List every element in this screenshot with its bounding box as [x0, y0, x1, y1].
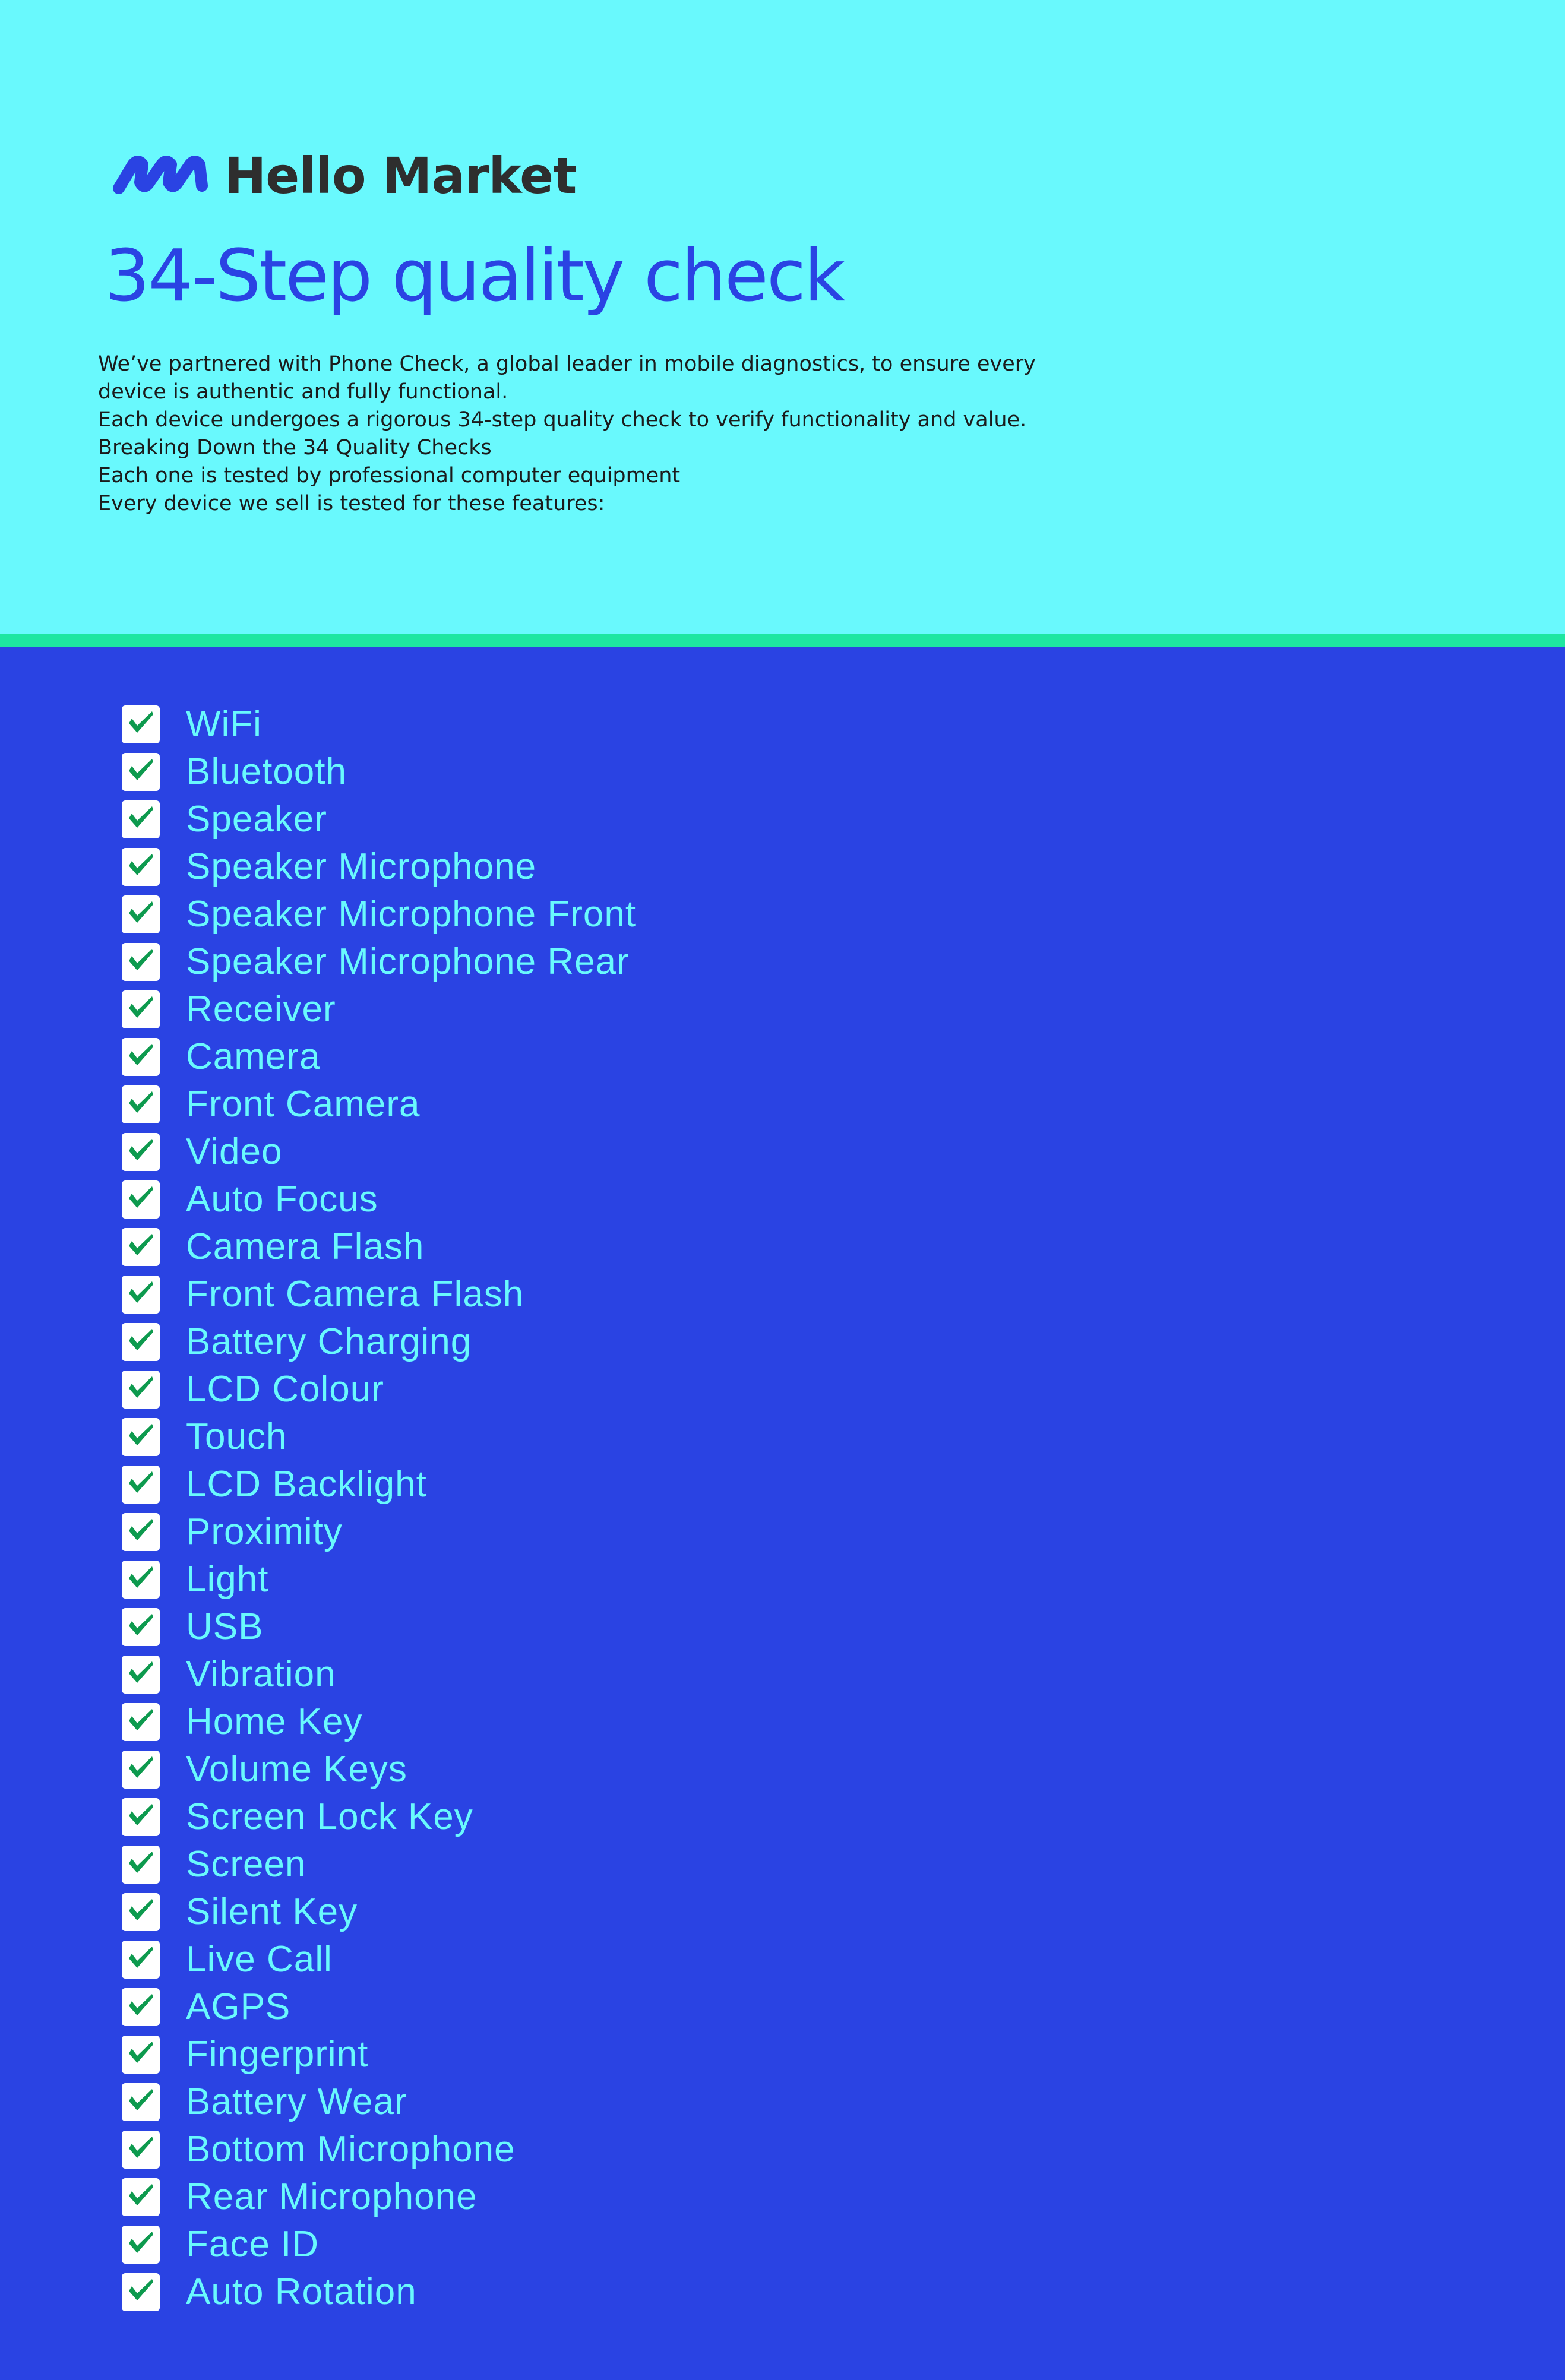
checklist-item-label: Battery Charging	[186, 1321, 472, 1362]
checkbox	[122, 1608, 160, 1646]
checklist-item	[122, 796, 636, 843]
checklist-item-label: Volume Keys	[186, 1749, 407, 1790]
checkmark-icon	[125, 1469, 156, 1500]
checklist-item	[122, 1888, 636, 1936]
checklist-item-label: Speaker Microphone	[186, 846, 537, 887]
checkbox	[122, 990, 160, 1028]
checkbox	[122, 1038, 160, 1076]
intro-line: Each one is tested by professional computer equipment	[98, 464, 681, 488]
checklist-item-label: Speaker Microphone Front	[186, 894, 637, 935]
checkmark-icon	[125, 1279, 156, 1310]
brand-name: Hello Market	[225, 147, 577, 205]
checkmark-icon	[125, 852, 156, 882]
checklist-item-label: Home Key	[186, 1701, 363, 1742]
checkmark-icon	[125, 2134, 156, 2165]
checklist-item	[122, 2031, 636, 2078]
checkmark-icon	[125, 2229, 156, 2260]
checkbox	[122, 1418, 160, 1456]
checkbox	[122, 1988, 160, 2026]
checkbox	[122, 2178, 160, 2216]
intro-line: Each device undergoes a rigorous 34-step quality check to verify functionality and value.	[98, 408, 1027, 432]
checkbox	[122, 1846, 160, 1884]
checklist-item	[122, 1556, 636, 1603]
checklist-item-label: Fingerprint	[186, 2034, 369, 2075]
checkmark-icon	[125, 1184, 156, 1215]
checkmark-icon	[125, 1564, 156, 1595]
checkmark-icon	[125, 2039, 156, 2070]
checklist-item	[122, 2221, 636, 2268]
checklist-item-label: Screen	[186, 1844, 306, 1885]
checkmark-icon	[125, 1754, 156, 1785]
checkbox	[122, 705, 160, 743]
checklist-item-label: Silent Key	[186, 1891, 358, 1932]
checklist-item	[122, 1366, 636, 1413]
checkmark-icon	[125, 1374, 156, 1405]
checklist-item	[122, 2268, 636, 2316]
checkmark-icon	[125, 804, 156, 835]
checklist-item-label: Front Camera	[186, 1084, 421, 1125]
checklist-item	[122, 2173, 636, 2221]
checklist-item-label: Camera	[186, 1036, 321, 1077]
intro-line: Breaking Down the 34 Quality Checks	[98, 436, 492, 460]
checkmark-icon	[125, 994, 156, 1025]
checklist-item-label: Screen Lock Key	[186, 1796, 473, 1837]
checkbox	[122, 753, 160, 791]
checkbox	[122, 1513, 160, 1551]
checklist-item-label: Auto Rotation	[186, 2271, 417, 2312]
checkbox	[122, 1276, 160, 1314]
checkmark-icon	[125, 1897, 156, 1928]
checklist-item	[122, 843, 636, 891]
feature-checklist	[122, 701, 636, 2316]
checkbox	[122, 1085, 160, 1123]
checklist-item-label: Video	[186, 1131, 283, 1172]
checkbox	[122, 2036, 160, 2074]
checkmark-icon	[125, 1802, 156, 1833]
checkmark-icon	[125, 1659, 156, 1690]
checklist-item-label: Rear Microphone	[186, 2176, 478, 2217]
checkmark-icon	[125, 899, 156, 930]
checkbox	[122, 800, 160, 838]
checkbox	[122, 1656, 160, 1694]
intro-line: Every device we sell is tested for these features:	[98, 492, 605, 515]
checklist-item	[122, 891, 636, 938]
checklist-item	[122, 1603, 636, 1651]
checklist-item	[122, 1508, 636, 1556]
checklist-item-label: LCD Backlight	[186, 1464, 427, 1505]
checklist-item-label: AGPS	[186, 1986, 291, 2027]
checkbox	[122, 1751, 160, 1789]
checklist-item	[122, 1461, 636, 1508]
checkmark-icon	[125, 1849, 156, 1880]
checklist-item	[122, 1746, 636, 1793]
checklist-item	[122, 1081, 636, 1128]
checklist-item-label: Touch	[186, 1416, 287, 1457]
checklist-item	[122, 1413, 636, 1461]
checklist-item	[122, 1033, 636, 1081]
checkmark-icon	[125, 947, 156, 977]
checklist-item	[122, 1128, 636, 1176]
page-title: 34-Step quality check	[105, 235, 844, 318]
checklist-item	[122, 986, 636, 1033]
checkbox	[122, 2273, 160, 2311]
checklist-item	[122, 1793, 636, 1841]
checklist-item-label: Proximity	[186, 1511, 343, 1552]
checklist-item	[122, 1698, 636, 1746]
brand-logo[interactable]	[112, 140, 576, 211]
intro-text	[98, 350, 1072, 518]
checkmark-icon	[125, 1707, 156, 1737]
checkmark-icon	[125, 2087, 156, 2118]
checkbox	[122, 2226, 160, 2264]
checkmark-icon	[125, 757, 156, 787]
checklist-item	[122, 2078, 636, 2126]
checkbox	[122, 1893, 160, 1931]
checklist-item-label: Bluetooth	[186, 751, 347, 792]
checklist-item-label: Light	[186, 1559, 269, 1600]
checklist-item-label: Camera Flash	[186, 1226, 425, 1267]
checkbox	[122, 1133, 160, 1171]
checklist-item	[122, 1936, 636, 1983]
checklist-item-label: Face ID	[186, 2224, 320, 2265]
checkbox	[122, 1561, 160, 1599]
checkmark-icon	[125, 1422, 156, 1452]
checkmark-icon	[125, 1327, 156, 1357]
checkmark-icon	[125, 1944, 156, 1975]
checklist-item	[122, 748, 636, 796]
checkmark-icon	[125, 1517, 156, 1547]
checkbox	[122, 1371, 160, 1409]
checklist-item	[122, 1651, 636, 1698]
checklist-item	[122, 2126, 636, 2173]
checklist-item-label: Speaker	[186, 799, 327, 840]
checkbox	[122, 2083, 160, 2121]
checkmark-icon	[125, 2182, 156, 2213]
checkbox	[122, 2131, 160, 2169]
checklist-item-label: Front Camera Flash	[186, 1274, 524, 1315]
checkbox	[122, 1466, 160, 1504]
checklist-item	[122, 1223, 636, 1271]
checklist-item-label: Battery Wear	[186, 2081, 407, 2122]
checklist-item-label: WiFi	[186, 704, 262, 745]
checkbox	[122, 1323, 160, 1361]
checklist-item	[122, 1176, 636, 1223]
checkbox	[122, 1180, 160, 1219]
checklist-item-label: LCD Colour	[186, 1369, 384, 1410]
checkbox	[122, 943, 160, 981]
checklist-item-label: Speaker Microphone Rear	[186, 941, 630, 982]
checkmark-icon	[125, 1042, 156, 1072]
checklist-item	[122, 1983, 636, 2031]
checkmark-icon	[125, 1089, 156, 1120]
checklist-item-label: Vibration	[186, 1654, 336, 1695]
checklist-item-label: Receiver	[186, 989, 336, 1030]
checklist-item-label: USB	[186, 1606, 264, 1647]
checklist-item	[122, 938, 636, 986]
checkmark-icon	[125, 1137, 156, 1167]
checkbox	[122, 895, 160, 933]
checkbox	[122, 1703, 160, 1741]
checkbox	[122, 848, 160, 886]
wave-logo-icon	[112, 156, 214, 195]
checkmark-icon	[125, 1232, 156, 1262]
checkmark-icon	[125, 2277, 156, 2308]
intro-line: We’ve partnered with Phone Check, a global leader in mobile diagnostics, to ensure every device is authentic and fully functional.	[98, 352, 1036, 404]
checkbox	[122, 1798, 160, 1836]
checkmark-icon	[125, 1612, 156, 1642]
checklist-item-label: Auto Focus	[186, 1179, 378, 1220]
checkmark-icon	[125, 709, 156, 740]
checklist-item	[122, 1841, 636, 1888]
section-divider	[0, 634, 1565, 647]
checklist-item-label: Bottom Microphone	[186, 2129, 516, 2170]
checkbox	[122, 1941, 160, 1979]
checklist-item	[122, 1271, 636, 1318]
checkbox	[122, 1228, 160, 1266]
checklist-item	[122, 1318, 636, 1366]
checklist-item-label: Live Call	[186, 1939, 333, 1980]
checklist-item	[122, 701, 636, 748]
checkmark-icon	[125, 1992, 156, 2023]
